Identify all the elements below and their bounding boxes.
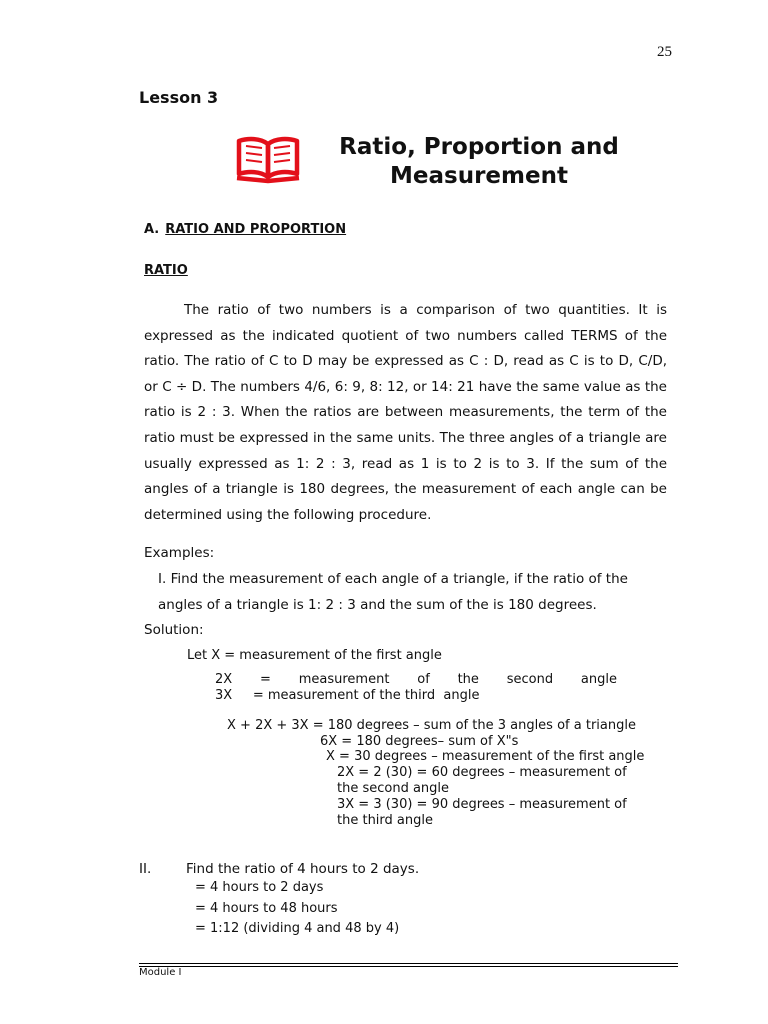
- example-1-line-1: I. Find the measurement of each angle of a triangle, if the ratio of the: [158, 571, 628, 587]
- step-2: = 4 hours to 48 hours: [195, 901, 338, 916]
- word: =: [260, 672, 271, 687]
- line-2x: [215, 672, 617, 687]
- equation-4a: 2X = 2 (30) = 60 degrees – measurement of: [337, 765, 627, 780]
- equation-3: X = 30 degrees – measurement of the first angle: [326, 749, 645, 764]
- example-1-line-2: angles of a triangle is 1: 2 : 3 and the sum of the is 180 degrees.: [158, 597, 597, 613]
- subsection-heading: RATIO: [144, 263, 188, 278]
- equation-5b: the third angle: [337, 813, 433, 828]
- title-line-2: Measurement: [390, 163, 568, 189]
- equation-1: X + 2X + 3X = 180 degrees – sum of the 3 angles of a triangle: [227, 718, 636, 733]
- equation-2: 6X = 180 degrees– sum of X"s: [320, 734, 519, 749]
- step-1: = 4 hours to 2 days: [195, 880, 324, 895]
- word: angle: [580, 672, 617, 687]
- solution-label: Solution:: [144, 622, 204, 638]
- step-3: = 1:12 (dividing 4 and 48 by 4): [195, 921, 400, 936]
- lesson-heading: Lesson 3: [139, 88, 219, 107]
- footer-rule: [139, 966, 678, 967]
- examples-label: Examples:: [144, 545, 215, 561]
- intro-paragraph: The ratio of two numbers is a comparison of two quantities. It is expressed as the indicated quotient of two numbers called TERMS of the ratio. The ratio of C to D may be expressed as C : D, read as C is to D, C/D, or C ÷ D. The numbers 4/6, 6: 9, 8: 12, or 14: 21 have the same value as the ratio is 2 : 3. When the ratios are between measurements, the term of the ratio must be expressed in the same units. The three angles of a triangle are usually expressed as 1: 2 : 3, read as 1 is to 2 is to 3. If the sum of the angles of a triangle is 180 degrees, the measurement of each angle can be determined using the following procedure.: [144, 302, 667, 523]
- section-title: RATIO AND PROPORTION: [165, 222, 347, 237]
- word: the: [457, 672, 479, 687]
- book-icon: [234, 134, 302, 184]
- footer-rule: [139, 963, 678, 964]
- example-2-number: II.: [139, 861, 152, 877]
- word: 2X: [215, 672, 233, 687]
- page-title: [312, 133, 646, 191]
- equation-5a: 3X = 3 (30) = 90 degrees – measurement of: [337, 797, 627, 812]
- word: second: [506, 672, 554, 687]
- let-x-line: Let X = measurement of the first angle: [187, 648, 442, 663]
- title-line-1: Ratio, Proportion and: [339, 134, 619, 160]
- page-number: 25: [657, 44, 672, 60]
- word: of: [417, 672, 430, 687]
- equation-4b: the second angle: [337, 781, 450, 796]
- word: measurement: [298, 672, 390, 687]
- line-3x: 3X = measurement of the third angle: [215, 688, 480, 703]
- example-2-text: Find the ratio of 4 hours to 2 days.: [186, 861, 420, 877]
- section-letter: A.: [144, 222, 160, 237]
- footer-text: Module I: [139, 967, 182, 978]
- section-heading: [144, 222, 346, 237]
